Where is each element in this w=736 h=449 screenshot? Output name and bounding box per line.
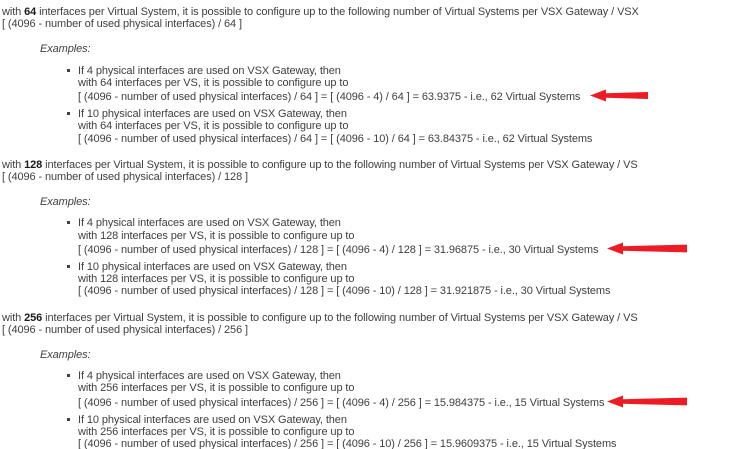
bullet-result-line: [ (4096 - number of used physical interfaces) / 256 ] = [ (4096 - 10) / 256 ] = 15.9609375 - i.e., 15 Virtual Systems (78, 438, 617, 449)
section-formula-line: [ (4096 - number of used physical interfaces) / 64 ] (2, 18, 242, 31)
bullet-line: If 10 physical interfaces are used on VSX Gateway, then (78, 261, 347, 274)
section-formula-line: [ (4096 - number of used physical interfaces) / 128 ] (2, 171, 248, 184)
red-arrow-icon (607, 395, 687, 408)
bullet-line: with 128 interfaces per VS, it is possible to configure up to (78, 229, 355, 242)
bullet-result-line (78, 242, 736, 256)
bullet-line: If 4 physical interfaces are used on VSX Gateway, then (78, 217, 341, 230)
list-item (66, 370, 736, 409)
bullet-result-line (78, 395, 736, 409)
red-arrow-icon (590, 89, 648, 102)
bullet-result-text: [ (4096 - number of used physical interfaces) / 128 ] = [ (4096 - 4) / 128 ] = 31.96875 - i.e., 30 Virtual Systems (78, 243, 599, 256)
bullet-line: with 256 interfaces per VS, it is possible to configure up to (78, 382, 355, 395)
intro-text: with (2, 6, 22, 18)
bullet-line: If 10 physical interfaces are used on VSX Gateway, then (78, 108, 347, 121)
examples-bullet-list (66, 65, 736, 145)
red-arrow-icon (607, 242, 687, 255)
bullet-line: with 256 interfaces per VS, it is possible to configure up to (78, 426, 355, 439)
intro-text: interfaces per Virtual System, it is possible to configure up to the following number of Virtual Systems per VSX Gateway / VSX (39, 6, 639, 18)
examples-label: Examples: (40, 43, 91, 56)
intro-text: interfaces per Virtual System, it is possible to configure up to the following number of Virtual Systems per VSX Gateway / VS (45, 158, 638, 171)
examples-bullet-list (66, 370, 736, 449)
list-item (66, 108, 736, 145)
bullet-line: If 4 physical interfaces are used on VSX Gateway, then (78, 370, 341, 383)
list-item (66, 65, 736, 104)
section-intro-line (2, 312, 736, 324)
section-256-interfaces (2, 312, 736, 449)
bullet-result-line (78, 89, 736, 103)
intro-text: interfaces per Virtual System, it is possible to configure up to the following number of Virtual Systems per VSX Gateway / VS (45, 311, 638, 324)
section-intro-line (2, 159, 736, 171)
examples-label: Examples: (40, 196, 91, 209)
section-formula-line: [ (4096 - number of used physical interfaces) / 256 ] (2, 323, 248, 336)
bullet-line: with 64 interfaces per VS, it is possible to configure up to (78, 76, 349, 89)
intro-text: with (2, 311, 22, 324)
bullet-result-line: [ (4096 - number of used physical interfaces) / 64 ] = [ (4096 - 10) / 64 ] = 63.84375 - i.e., 62 Virtual Systems (78, 132, 593, 145)
list-item (66, 414, 736, 449)
bullet-result-line: [ (4096 - number of used physical interfaces) / 128 ] = [ (4096 - 10) / 128 ] = 31.921875 - i.e., 30 Virtual Systems (78, 285, 611, 298)
examples-bullet-list (66, 217, 736, 297)
section-64-interfaces (2, 6, 736, 145)
bullet-result-text: [ (4096 - number of used physical interfaces) / 256 ] = [ (4096 - 4) / 256 ] = 15.984375 - i.e., 15 Virtual Systems (78, 396, 605, 409)
list-item (66, 217, 736, 256)
bullet-line: If 10 physical interfaces are used on VSX Gateway, then (78, 413, 347, 426)
bullet-line: with 128 interfaces per VS, it is possible to configure up to (78, 273, 355, 286)
bullet-line: with 64 interfaces per VS, it is possible to configure up to (78, 120, 349, 133)
examples-label: Examples: (40, 349, 91, 362)
interfaces-count: 256 (24, 311, 43, 324)
intro-text: with (2, 158, 22, 171)
interfaces-count: 64 (24, 6, 37, 18)
section-128-interfaces (2, 159, 736, 298)
bullet-line: If 4 physical interfaces are used on VSX Gateway, then (78, 64, 341, 77)
bullet-result-text: [ (4096 - number of used physical interfaces) / 64 ] = [ (4096 - 4) / 64 ] = 63.9375 - i.e., 62 Virtual Systems (78, 91, 581, 104)
section-intro-line (2, 6, 736, 18)
interfaces-count: 128 (24, 158, 43, 171)
list-item (66, 261, 736, 298)
